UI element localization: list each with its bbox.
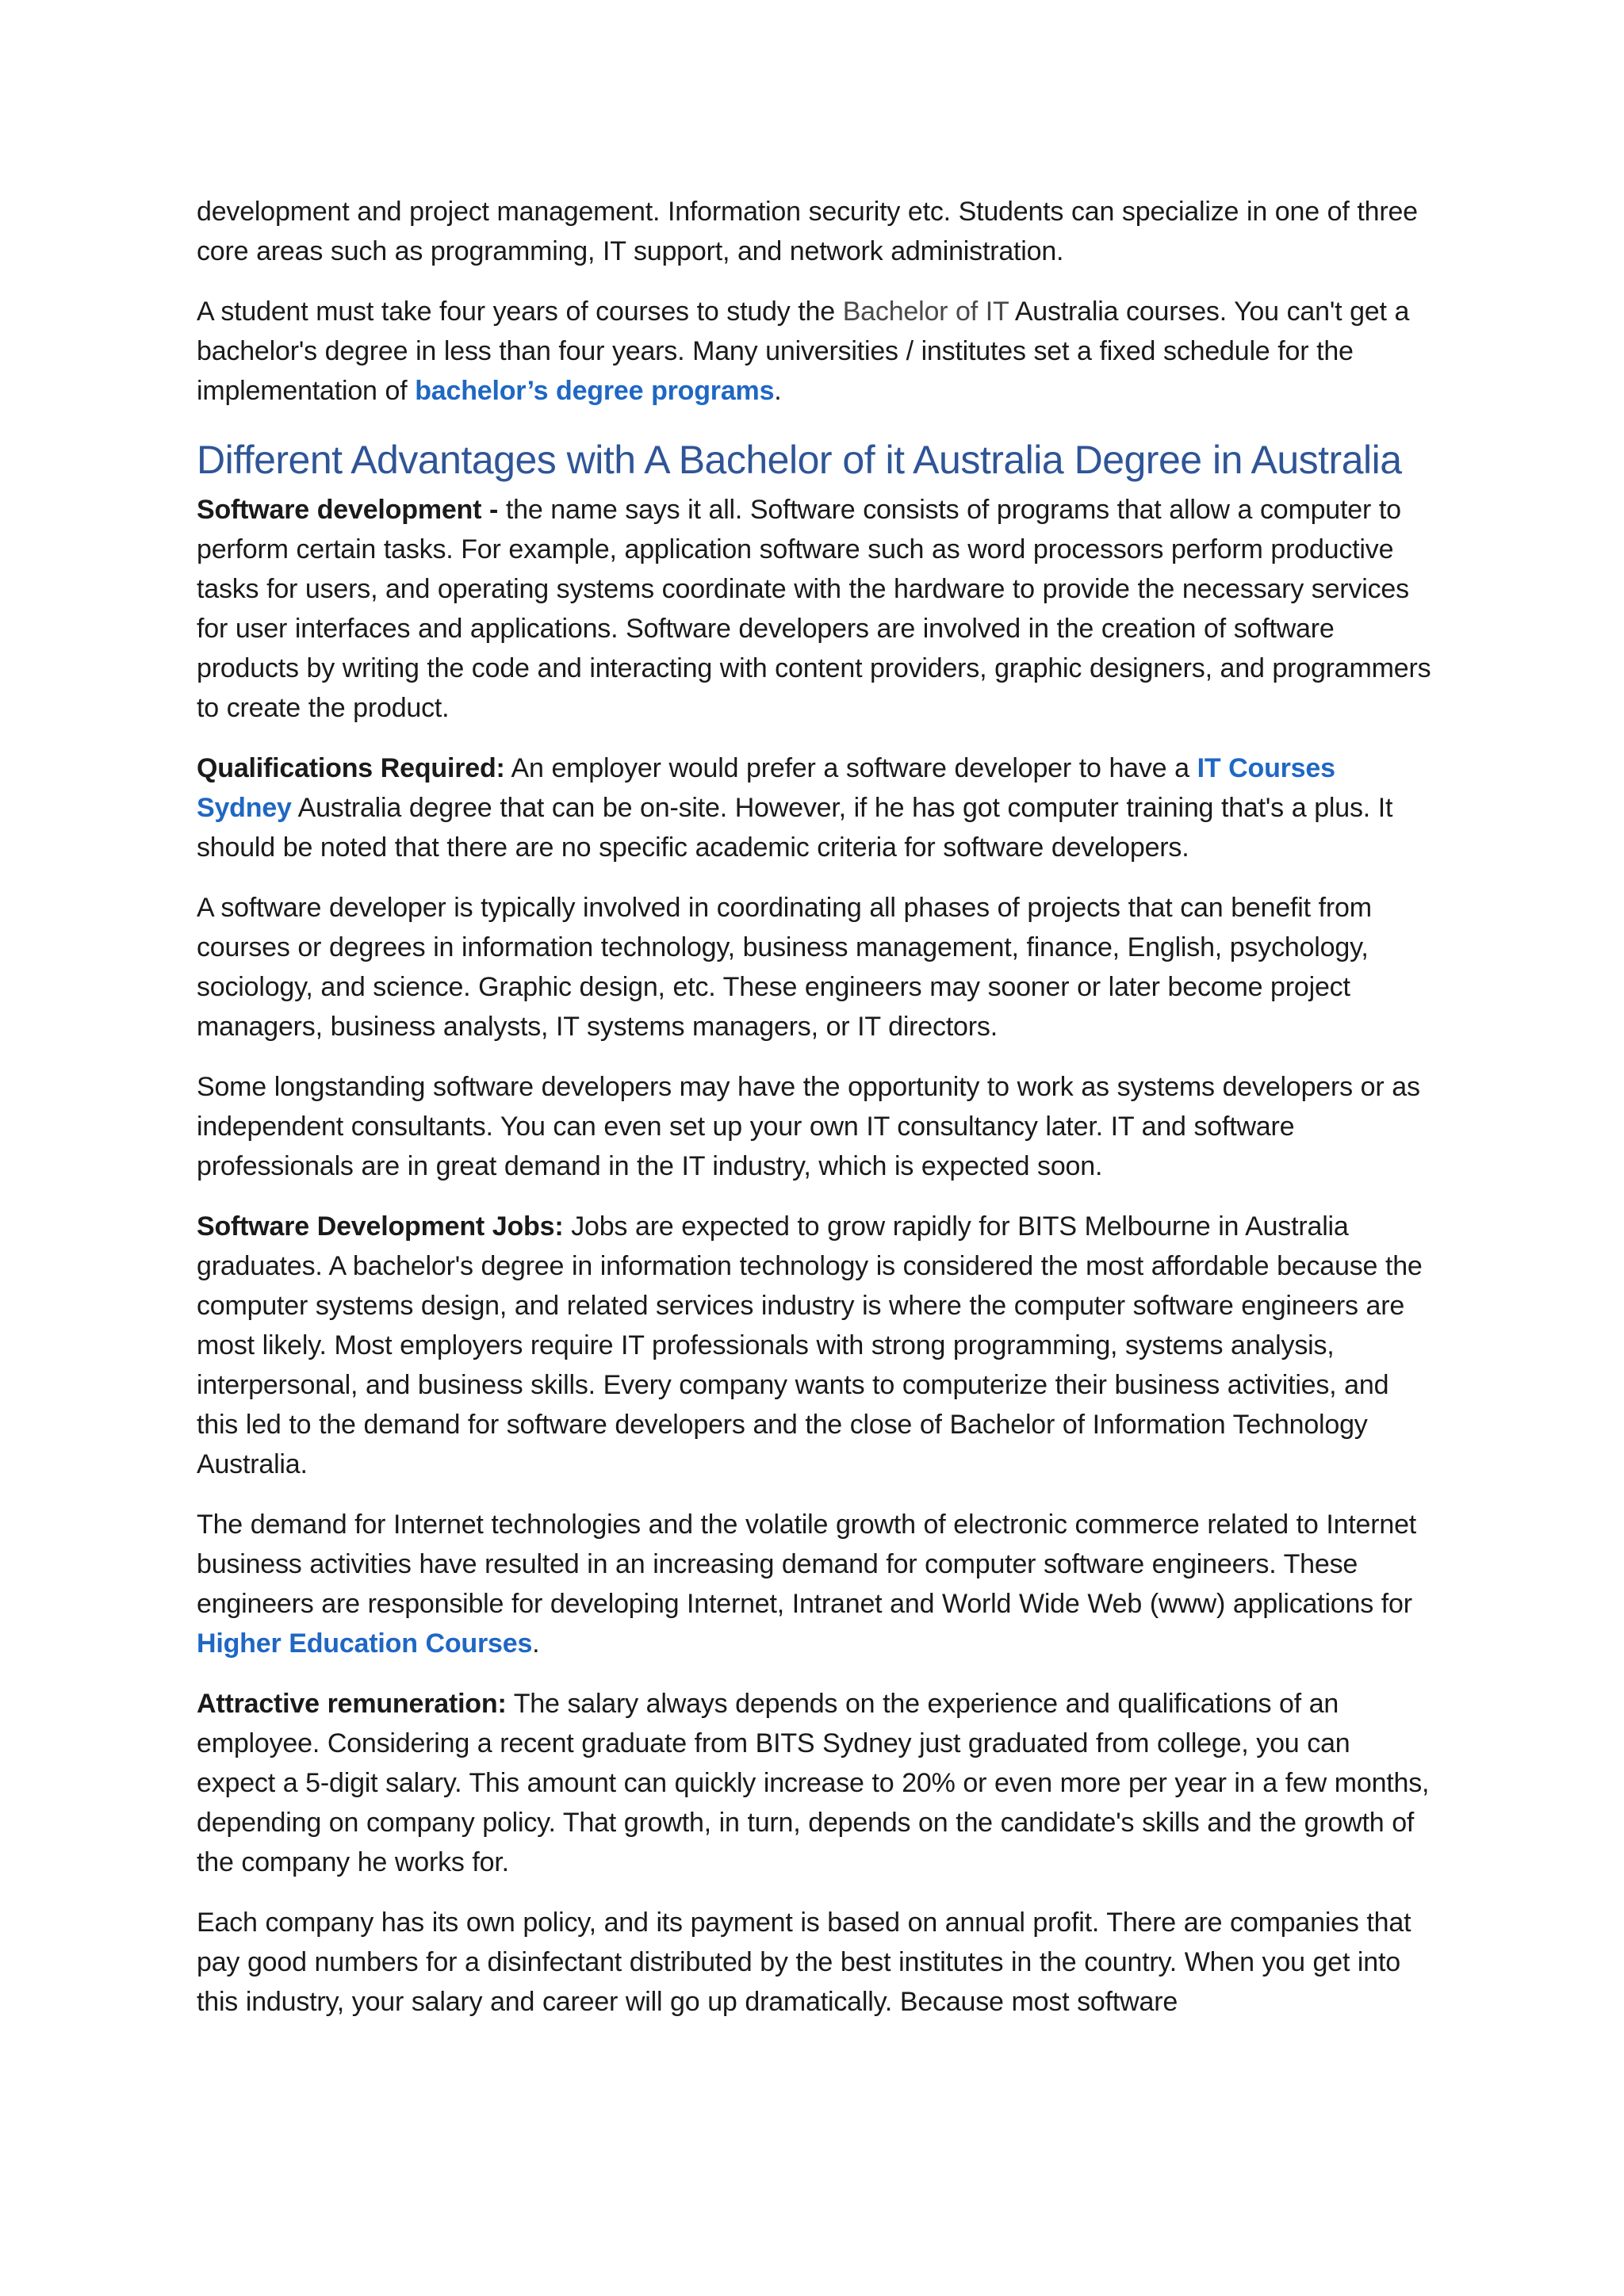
remuneration-label: Attractive remuneration:: [197, 1689, 507, 1719]
paragraph-developer-role: A software developer is typically involved in coordinating all phases of projects that can benefit from courses or degrees in information technology, business management, finance, English, psychology, sociology, and science. Graphic design, etc. These engineers may sooner or later become project managers, business analysts, IT systems managers, or IT directors.: [197, 893, 1372, 1042]
paragraph-four-years: A student must take four years of courses to study the Bachelor of IT Australia courses. You can't get a bachelor's degree in less than four years. Many universities / institutes set a fixed schedule for the implementation of bachelor’s degree programs.: [197, 297, 1410, 406]
paragraph-jobs: Software Development Jobs: Jobs are expected to grow rapidly for BITS Melbourne in Australia graduates. A bachelor's degree in information technology is considered the most affordable because the computer systems design, and related services industry is where the computer software engineers are most likely. Most employers require IT professionals with strong programming, systems analysis, interpersonal, and business skills. Every company wants to computerize their business activities, and this led to the demand for software developers and the close of Bachelor of Information Technology Australia.: [197, 1211, 1423, 1479]
paragraph-longstanding-developers: Some longstanding software developers may have the opportunity to work as systems developers or as independent consultants. You can even set up your own IT consultancy later. IT and software professionals are in great demand in the IT industry, which is expected soon.: [197, 1072, 1420, 1181]
paragraph-remuneration: Attractive remuneration: The salary always depends on the experience and qualifications of an employee. Considering a recent graduate from BITS Sydney just graduated from college, you can expect a 5-digit salary. This amount can quickly increase to 20% or even more per year in a few months, depending on company policy. That growth, in turn, depends on the candidate's skills and the growth of the company he works for.: [197, 1689, 1430, 1877]
bachelor-of-it-link[interactable]: Bachelor of IT: [842, 297, 1009, 327]
qualifications-label: Qualifications Required:: [197, 753, 505, 783]
higher-education-courses-link[interactable]: Higher Education Courses: [197, 1628, 533, 1659]
paragraph-qualifications: Qualifications Required: An employer would prefer a software developer to have a IT Courses Sydney Australia degree that can be on-site. However, if he has got computer training that's a plus. It should be noted that there are no specific academic criteria for software developers.: [197, 753, 1393, 863]
section-heading: Different Advantages with A Bachelor of it Australia Degree in Australia: [197, 438, 1402, 482]
paragraph-software-development: Software development - the name says it all. Software consists of programs that allow a computer to perform certain tasks. For example, application software such as word processors perform productive tasks for users, and operating systems coordinate with the hardware to provide the necessary services for user interfaces and applications. Software developers are involved in the creation of software products by writing the code and interacting with content providers, graphic designers, and programmers to create the product.: [197, 495, 1431, 723]
software-development-label: Software development -: [197, 495, 499, 525]
jobs-label: Software Development Jobs:: [197, 1211, 564, 1242]
paragraph-intro-continued: development and project management. Information security etc. Students can specialize in one of three core areas such as programming, IT support, and network administration.: [197, 197, 1418, 266]
document-body: [197, 192, 1434, 2042]
paragraph-company-policy: Each company has its own policy, and its payment is based on annual profit. There are companies that pay good numbers for a disinfectant distributed by the best institutes in the country. When you get into this industry, your salary and career will go up dramatically. Because most software: [197, 1908, 1411, 2017]
bachelors-degree-programs-link[interactable]: bachelor’s degree programs: [415, 376, 775, 406]
paragraph-internet-demand: The demand for Internet technologies and the volatile growth of electronic commerce related to Internet business activities have resulted in an increasing demand for computer software engineers. These engineers are responsible for developing Internet, Intranet and World Wide Web (www) applications for Higher Education Courses.: [197, 1510, 1417, 1659]
it-courses-sydney-link[interactable]: IT Courses Sydney: [197, 753, 1335, 823]
